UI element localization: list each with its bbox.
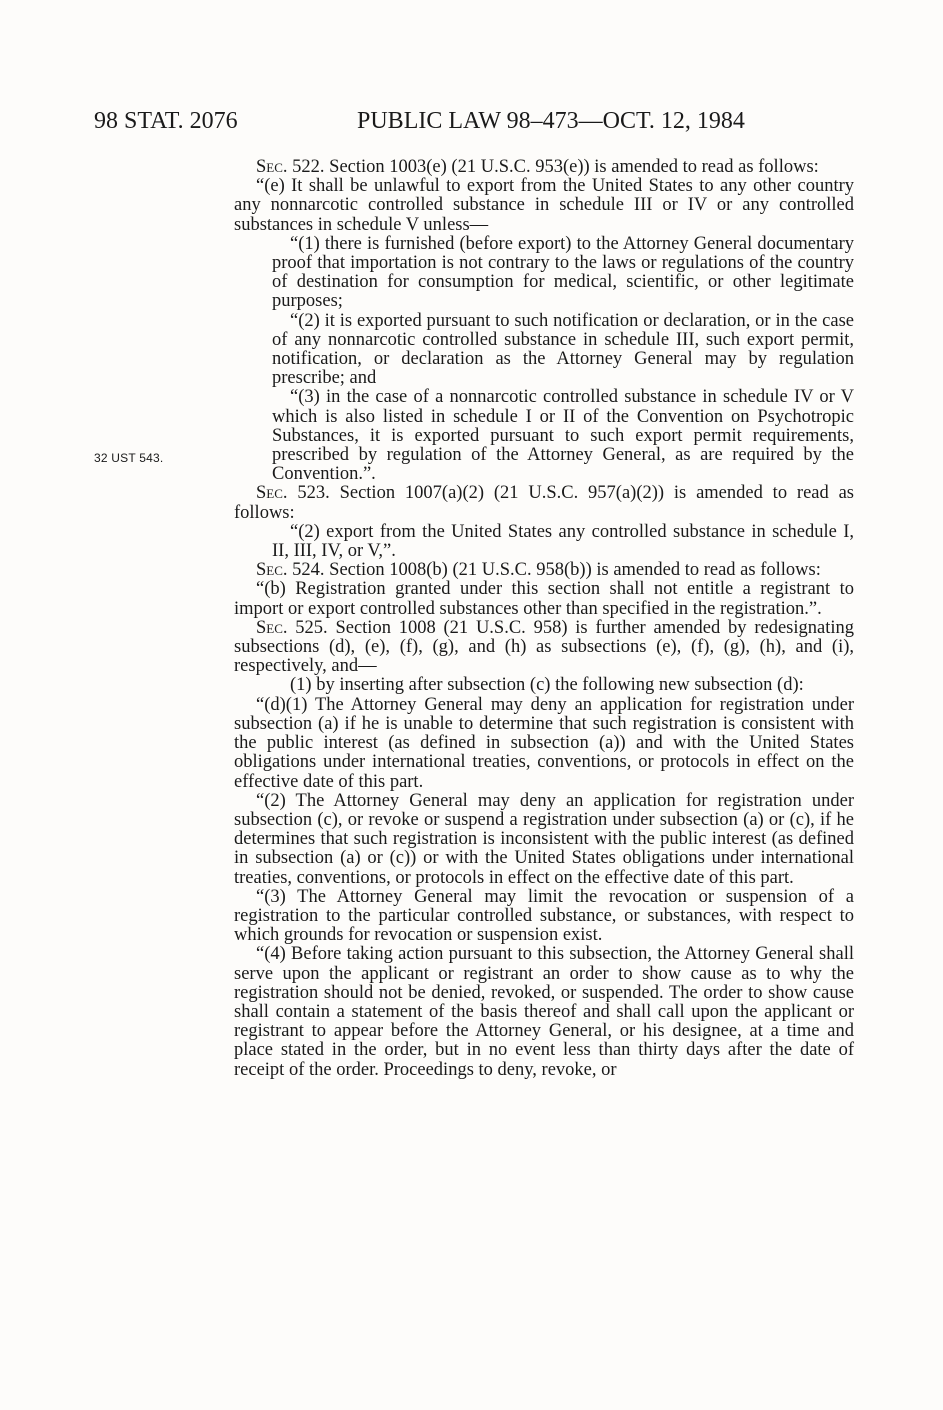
running-header bbox=[0, 108, 943, 138]
paragraph-e-3: “(3) in the case of a nonnarcotic controlled substance in schedule IV or V which is also listed in schedule I or II of the Convention on Psychotropic Substances, it is exported pursuant to such export permit requirements, prescribed by regulation of the Attorney General, as are required by the Convention.”. bbox=[272, 387, 854, 485]
paragraph-525-1: (1) by inserting after subsection (c) the following new subsection (d): bbox=[290, 675, 804, 696]
section-524 bbox=[234, 561, 854, 580]
paragraph-e-2: “(2) it is exported pursuant to such notification or declaration, or in the case of any nonnarcotic controlled substance in schedule III, such export permit, notification, or declaration as the Attorney General may by regulation prescribe; and bbox=[272, 310, 854, 389]
paragraph-e-1: “(1) there is furnished (before export) to the Attorney General documentary proof that importation is not contrary to the laws or regulations of the country of destination for consumption for medical, scientific, or other legitimate purposes; bbox=[272, 233, 854, 312]
statute-body bbox=[234, 158, 854, 1080]
subsection-d-2: “(2) The Attorney General may deny an application for registration under subsection (c), or revoke or suspend a registration under subsection (a) or (c), if he determines that such registration is inconsistent with the public interest (as defined in subsection (a) or (c)) or with the United States obligations under international treaties, conventions, or protocols in effect on the effective date of this part. bbox=[234, 790, 854, 888]
section-523 bbox=[234, 484, 854, 522]
section-525 bbox=[234, 619, 854, 677]
sec-label: Sec. bbox=[256, 617, 288, 638]
paragraph-523-2: “(2) export from the United States any controlled substance in schedule I, II, III, IV, or V,”. bbox=[272, 521, 854, 562]
subsection-d-4: “(4) Before taking action pursuant to this subsection, the Attorney General shall serve upon the applicant or registrant an order to show cause as to why the registration should not be denied, revoked, or suspended. The order to show cause shall contain a statement of the basis thereof and shall call upon the applicant or registrant to appear before the Attorney General, or his designee, at a time and place stated in the order, but in no event less than thirty days after the date of receipt of the order. Proceedings to deny, revoke, or bbox=[234, 944, 854, 1080]
law-title: PUBLIC LAW 98–473—OCT. 12, 1984 bbox=[357, 108, 745, 134]
subsection-b: “(b) Registration granted under this section shall not entitle a registrant to import or export controlled substances other than specified in the registration.”. bbox=[234, 579, 854, 619]
sec-label: Sec. bbox=[256, 560, 288, 581]
sec-label: Sec. bbox=[256, 483, 288, 504]
subsection-d-3: “(3) The Attorney General may limit the revocation or suspension of a registration to the particular controlled substance, or substances, with respect to which grounds for revocation or suspension exist. bbox=[234, 886, 854, 946]
section-text: 522. Section 1003(e) (21 U.S.C. 953(e)) is amended to read as follows: bbox=[287, 157, 819, 177]
section-text: 523. Section 1007(a)(2) (21 U.S.C. 957(a)(2)) is amended to read as follows: bbox=[234, 483, 854, 523]
subsection-e: “(e) It shall be unlawful to export from the United States to any other country any nonnarcotic controlled substance in schedule III or IV or any controlled substances in schedule V unless— bbox=[234, 176, 854, 235]
margin-note-treaty-citation: 32 UST 543. bbox=[94, 451, 164, 465]
subsection-d-1: “(d)(1) The Attorney General may deny an application for registration under subsection (a) if he is unable to determine that such registration is consistent with the public interest (as defined in subsection (a)) and with the United States obligations under international treaties, conventions, or protocols in effect on the effective date of this part. bbox=[234, 694, 854, 792]
section-text: 524. Section 1008(b) (21 U.S.C. 958(b)) is amended to read as follows: bbox=[287, 560, 821, 581]
sec-label: Sec. bbox=[256, 157, 288, 177]
page-citation: 98 STAT. 2076 bbox=[94, 108, 238, 134]
section-text: 525. Section 1008 (21 U.S.C. 958) is further amended by redesignating subsections (d), (e), (f), (g), and (h) as subsections (e), (f), (g), (h), and (i), respectively, and— bbox=[234, 617, 854, 677]
section-522 bbox=[234, 158, 854, 177]
